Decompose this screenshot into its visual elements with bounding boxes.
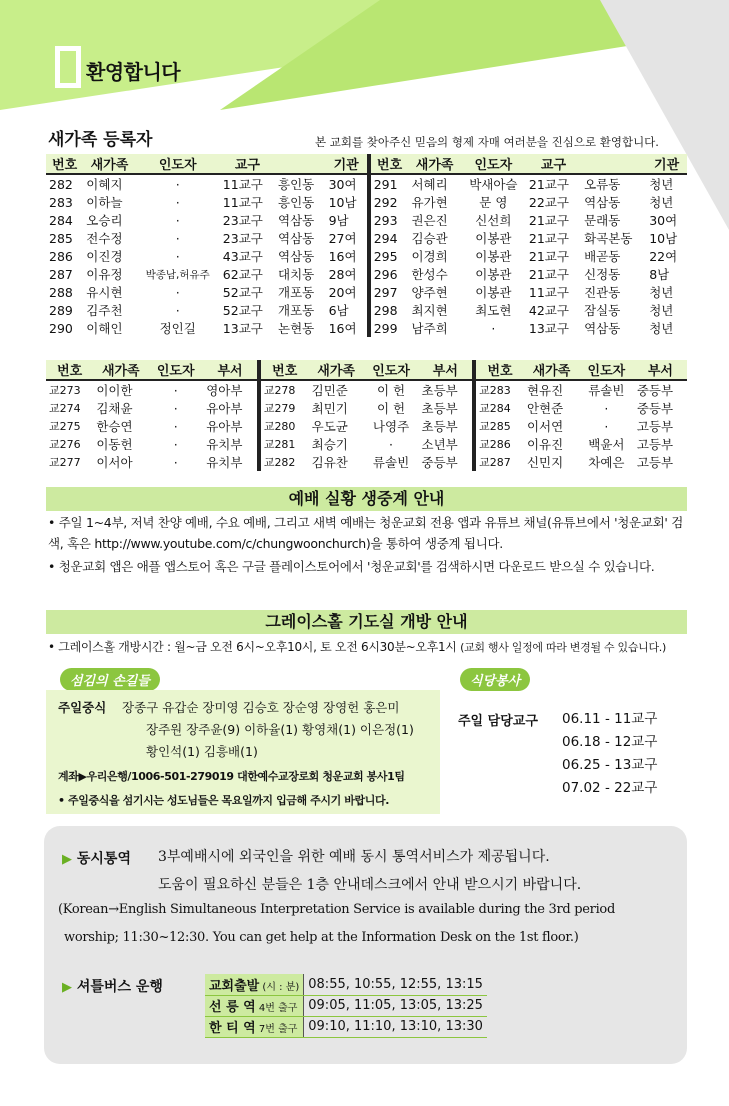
table-cell: 295	[369, 247, 409, 265]
column-header: 새가족	[408, 154, 460, 174]
table-cell: 28여	[328, 267, 357, 282]
table-cell: 30여	[649, 213, 678, 228]
column-header: 인도자	[364, 360, 419, 380]
table-cell: 한승연	[96, 419, 133, 434]
column-header: 번호	[369, 154, 409, 174]
interp-line-2: 도움이 필요하신 분들은 1층 안내데스크에서 안내 받으시기 바랍니다.	[158, 877, 582, 893]
table-cell: 초등부	[421, 401, 458, 416]
table-cell: 서혜리	[411, 177, 448, 192]
table-cell: 299	[369, 319, 409, 337]
column-header: 교구	[526, 154, 581, 174]
newcomers-table	[46, 154, 687, 337]
column-header: 인도자	[136, 154, 220, 174]
table-cell: 교277	[49, 456, 81, 469]
column-header: 번호	[46, 154, 83, 174]
table-cell: 청년	[649, 195, 674, 210]
table-cell: 이해인	[86, 321, 123, 336]
table-cell: 중등부	[421, 455, 458, 470]
table-cell: 27여	[328, 231, 357, 246]
dining-row: 06.18 - 12교구	[562, 734, 658, 750]
table-cell: 62교구	[222, 267, 263, 282]
table-row	[46, 399, 687, 417]
table-cell: 배곧동	[584, 249, 621, 264]
stream-paragraph-2: • 청운교회 앱은 애플 앱스토어 혹은 구글 플레이스토어에서 '청운교회'를 검색하시면 다운로드 받으실 수 있습니다.	[48, 559, 655, 574]
table-cell: 유가현	[411, 195, 448, 210]
table-cell: 291	[369, 174, 409, 193]
table-cell: ·	[491, 320, 496, 336]
table-cell: 8남	[649, 267, 670, 282]
table-cell: 이하늘	[86, 195, 123, 210]
table-cell: 오류동	[584, 177, 621, 192]
page-title: 환영합니다	[86, 60, 181, 84]
table-cell: ·	[389, 436, 394, 452]
table-cell: 교287	[474, 453, 524, 471]
dining-label: 주일 담당교구	[458, 714, 538, 729]
table-cell: 교284	[474, 399, 524, 417]
table-cell: 박종남,허유주	[145, 268, 210, 281]
table-cell: 역삼동	[584, 195, 621, 210]
grace-hours-note: (교회 행사 일정에 따라 변경될 수 있습니다.)	[460, 641, 666, 654]
table-cell: 유시현	[86, 285, 123, 300]
shuttle-times: 09:10, 11:10, 13:10, 13:30	[304, 1016, 487, 1037]
table-cell: 이유정	[86, 267, 123, 282]
table-cell: 이 헌	[376, 401, 406, 416]
newcomers-note: 본 교회를 찾아주신 믿음의 형제 자매 여러분을 진심으로 환영합니다.	[315, 135, 659, 149]
table-cell: 16여	[328, 321, 357, 336]
table-cell: 최도현	[475, 303, 512, 318]
shuttle-place-cell	[205, 995, 304, 1016]
table-cell: 21교구	[528, 231, 569, 246]
interp-line-1: 3부예배시에 외국인을 위한 예배 동시 통역서비스가 제공됩니다.	[158, 849, 550, 865]
shuttle-times: 08:55, 10:55, 12:55, 13:15	[304, 974, 487, 995]
column-header: 부서	[203, 360, 259, 380]
table-cell: ·	[173, 436, 178, 452]
shuttle-place-sub: (시 : 분)	[259, 981, 300, 993]
table-cell: 나영주	[372, 419, 410, 434]
table-cell: 신민지	[526, 455, 564, 470]
table-cell: 30여	[328, 177, 357, 192]
table-cell: 신정동	[584, 267, 621, 282]
table-cell: 교282	[259, 453, 309, 471]
table-cell: 교279	[259, 399, 309, 417]
table-cell: 청년	[649, 177, 674, 192]
column-header: 새가족	[93, 360, 148, 380]
serving-line-2: 장주원 장주윤(9) 이하율(1) 황영채(1) 이은정(1)	[146, 722, 414, 737]
table-cell: 13교구	[222, 321, 263, 336]
table-cell: 우도균	[311, 419, 348, 434]
table-cell: ·	[173, 382, 178, 398]
shuttle-place: 선 릉 역	[209, 1000, 256, 1015]
table-row	[46, 417, 687, 435]
table-cell: 오승리	[86, 213, 123, 228]
table-cell: 교276	[49, 438, 81, 451]
table-cell: 52교구	[222, 303, 263, 318]
table-cell: ·	[175, 248, 180, 264]
serving-line-1: 장종구 유갑순 장미영 김승호 장순영 장영헌 홍은미	[122, 700, 400, 715]
table-cell: 교283	[474, 380, 524, 399]
school-newcomers-table	[46, 360, 687, 471]
table-cell: 권은진	[411, 213, 448, 228]
table-cell: 소년부	[421, 437, 458, 452]
column-header: 부서	[419, 360, 475, 380]
table-cell: 이 헌	[376, 383, 406, 398]
table-cell: 고등부	[636, 419, 674, 434]
table-cell: 10남	[328, 195, 357, 210]
table-cell: 이이한	[96, 383, 133, 398]
table-cell: 화곡본동	[584, 231, 633, 246]
table-cell: ·	[175, 302, 180, 318]
serving-account: 계좌▶우리은행/1006-501-279019 대한예수교장로회 청운교회 봉사1팀	[58, 770, 405, 783]
shuttle-place: 한 티 역	[209, 1021, 256, 1036]
table-cell: 최승기	[311, 437, 348, 452]
column-header: 번호	[474, 360, 524, 380]
column-header: 인도자	[579, 360, 634, 380]
table-cell: 293	[369, 211, 409, 229]
table-row	[46, 301, 687, 319]
table-cell: 한성수	[411, 267, 448, 282]
table-cell: 이서연	[526, 419, 564, 434]
table-row	[46, 319, 687, 337]
table-cell: 298	[369, 301, 409, 319]
table-cell: 282	[49, 176, 73, 192]
table-cell: 유아부	[206, 419, 243, 434]
table-cell: 11교구	[222, 195, 263, 210]
table-cell: 초등부	[421, 383, 458, 398]
table-cell: 고등부	[636, 455, 674, 470]
serving-line-3: 황인석(1) 김흥배(1)	[146, 744, 258, 759]
table-cell: 10남	[649, 231, 678, 246]
table-cell: 42교구	[528, 303, 569, 318]
table-cell: 유아부	[206, 401, 243, 416]
interp-heading	[62, 848, 131, 868]
table-cell: 20여	[328, 285, 357, 300]
column-header: 부서	[634, 360, 687, 380]
table-cell: 교274	[49, 402, 81, 415]
table-cell: 잠실동	[584, 303, 621, 318]
grace-hours-line	[48, 637, 688, 658]
grace-title: 그레이스홀 기도실 개방 안내	[46, 610, 687, 634]
table-cell: 283	[49, 194, 73, 210]
stream-title: 예배 실황 생중계 안내	[46, 487, 687, 511]
table-cell: 문래동	[584, 213, 621, 228]
table-cell: 교280	[259, 417, 309, 435]
table-row	[205, 1016, 487, 1037]
column-header: 새가족	[524, 360, 579, 380]
table-cell: 논현동	[278, 321, 315, 336]
table-cell: 신선희	[475, 213, 512, 228]
table-cell: 이봉관	[475, 231, 512, 246]
table-cell: 진관동	[584, 285, 621, 300]
table-cell: 6남	[328, 303, 349, 318]
table-cell: 22여	[649, 249, 678, 264]
table-cell: 284	[49, 212, 73, 228]
table-row	[46, 453, 687, 471]
table-cell: 초등부	[421, 419, 458, 434]
table-cell: 21교구	[528, 267, 569, 282]
table-cell: 역삼동	[278, 231, 315, 246]
table-row	[46, 265, 687, 283]
table-cell: 287	[49, 266, 73, 282]
table-cell: 정인길	[159, 321, 196, 336]
table-cell: 52교구	[222, 285, 263, 300]
table-cell: 이동헌	[96, 437, 133, 452]
newcomers-title: 새가족 등록자	[48, 130, 153, 150]
column-header: 새가족	[309, 360, 364, 380]
table-cell: 개포동	[278, 285, 315, 300]
shuttle-place-sub: 4번 출구	[255, 1003, 298, 1014]
dining-list	[562, 708, 657, 800]
column-header: 번호	[46, 360, 93, 380]
table-cell: 유치부	[206, 455, 243, 470]
table-cell: 청년	[649, 303, 674, 318]
shuttle-heading	[62, 976, 163, 996]
table-cell: 22교구	[528, 195, 569, 210]
table-cell: 김민준	[311, 383, 348, 398]
table-cell: 교278	[259, 380, 309, 399]
play-arrow-icon: ▶	[62, 980, 72, 995]
shuttle-label: 셔틀버스 운행	[76, 979, 163, 995]
column-header	[275, 154, 326, 174]
dining-row: 06.11 - 11교구	[562, 711, 658, 727]
table-cell: 297	[369, 283, 409, 301]
table-cell: 중등부	[636, 383, 674, 398]
column-header: 인도자	[148, 360, 203, 380]
table-cell: 류솔빈	[372, 455, 410, 470]
table-row	[46, 174, 687, 193]
table-cell: 영아부	[206, 383, 243, 398]
table-row	[46, 435, 687, 453]
interp-en-1: (Korean→English Simultaneous Interpretation Service is available during the 3rd period	[58, 902, 615, 917]
table-cell: 이혜지	[86, 177, 123, 192]
table-cell: 11교구	[222, 177, 263, 192]
table-cell: 김유찬	[311, 455, 348, 470]
table-cell: 21교구	[528, 213, 569, 228]
table-cell: 289	[49, 302, 73, 318]
table-cell: 중등부	[636, 401, 674, 416]
table-row	[205, 995, 487, 1016]
title-marker	[55, 46, 81, 88]
table-cell: 최지현	[411, 303, 448, 318]
table-cell: 11교구	[528, 285, 569, 300]
interp-en-2: worship; 11:30~12:30. You can get help at the Information Desk on the 1st floor.)	[64, 930, 579, 945]
table-row	[46, 229, 687, 247]
dining-row: 07.02 - 22교구	[562, 780, 658, 796]
column-header: 인도자	[461, 154, 526, 174]
table-cell: 교285	[474, 417, 524, 435]
table-cell: 양주현	[411, 285, 448, 300]
column-header: 새가족	[83, 154, 135, 174]
table-row	[205, 974, 487, 995]
table-cell: 역삼동	[278, 249, 315, 264]
table-cell: 청년	[649, 285, 674, 300]
shuttle-place-cell	[205, 1016, 304, 1037]
table-cell: 285	[49, 230, 73, 246]
table-header-row	[46, 154, 687, 174]
table-cell: ·	[173, 418, 178, 434]
shuttle-place-cell	[205, 974, 304, 995]
dining-row: 06.25 - 13교구	[562, 757, 658, 773]
table-cell: 현유진	[526, 383, 564, 398]
table-cell: ·	[604, 418, 609, 434]
table-row	[46, 283, 687, 301]
table-cell: 교286	[474, 435, 524, 453]
table-cell: 흥인동	[278, 195, 315, 210]
table-header-row	[46, 360, 687, 380]
table-cell: 23교구	[222, 213, 263, 228]
table-cell: 고등부	[636, 437, 674, 452]
table-cell: 대치동	[278, 267, 315, 282]
column-header: 번호	[259, 360, 309, 380]
column-header: 기관	[646, 154, 687, 174]
table-cell: 흥인동	[278, 177, 315, 192]
table-row	[46, 380, 687, 399]
table-cell: ·	[604, 400, 609, 416]
table-cell: 문 영	[479, 195, 508, 210]
play-arrow-icon: ▶	[62, 852, 72, 867]
shuttle-times: 09:05, 11:05, 13:05, 13:25	[304, 995, 487, 1016]
table-cell: 박새아슬	[469, 177, 518, 192]
shuttle-table	[205, 974, 487, 1038]
table-cell: 23교구	[222, 231, 263, 246]
interp-label: 동시통역	[76, 851, 131, 867]
table-row	[46, 247, 687, 265]
table-cell: ·	[173, 400, 178, 416]
table-cell: 전수정	[86, 231, 123, 246]
table-cell: ·	[175, 284, 180, 300]
shuttle-place-sub: 7번 출구	[255, 1024, 298, 1035]
table-cell: 김주천	[86, 303, 123, 318]
table-row	[46, 211, 687, 229]
table-cell: 차예은	[588, 455, 625, 470]
table-cell: 이봉관	[475, 285, 512, 300]
table-cell: ·	[175, 194, 180, 210]
table-cell: 백윤서	[588, 437, 625, 452]
table-cell: 292	[369, 193, 409, 211]
table-cell: 역삼동	[278, 213, 315, 228]
serving-badge: 섬김의 손길들	[60, 668, 160, 691]
table-cell: ·	[175, 212, 180, 228]
stream-paragraph-1: • 주일 1~4부, 저녁 찬양 예배, 수요 예배, 그리고 새벽 예배는 청운교회 전용 앱과 유튜브 채널(유튜브에서 '청운교회' 검색, 혹은 http://www.youtube.com/c/chungwoonchurch)을 통하여 생중계 됩니다.	[48, 515, 683, 551]
table-cell: 남주희	[411, 321, 448, 336]
column-header: 교구	[220, 154, 275, 174]
table-cell: 43교구	[222, 249, 263, 264]
table-cell: 교281	[259, 435, 309, 453]
table-cell: 김채윤	[96, 401, 133, 416]
table-cell: 이유진	[526, 437, 564, 452]
column-header: 기관	[326, 154, 369, 174]
table-cell: 21교구	[528, 177, 569, 192]
table-row	[46, 193, 687, 211]
table-cell: 최민기	[311, 401, 348, 416]
table-cell: 16여	[328, 249, 357, 264]
serving-label: 주일중식	[58, 700, 107, 715]
table-cell: ·	[175, 176, 180, 192]
table-cell: 김승관	[411, 231, 448, 246]
column-header	[581, 154, 646, 174]
dining-badge: 식당봉사	[460, 668, 530, 691]
table-cell: 이봉관	[475, 249, 512, 264]
table-cell: 청년	[649, 321, 674, 336]
table-cell: 9남	[328, 213, 349, 228]
table-cell: 안현준	[526, 401, 564, 416]
table-cell: ·	[173, 454, 178, 470]
table-cell: 개포동	[278, 303, 315, 318]
table-cell: 이서아	[96, 455, 133, 470]
table-cell: 13교구	[528, 321, 569, 336]
table-cell: 288	[49, 284, 73, 300]
table-cell: 류솔빈	[588, 383, 625, 398]
table-cell: 이진경	[86, 249, 123, 264]
grace-hours: • 그레이스홀 개방시간 : 월~금 오전 6시~오후10시, 토 오전 6시30분~오후1시	[48, 640, 457, 654]
serving-notice: • 주일중식을 섬기시는 성도님들은 목요일까지 입금해 주시기 바랍니다.	[58, 794, 389, 807]
shuttle-place: 교회출발	[209, 978, 260, 994]
table-cell: 유치부	[206, 437, 243, 452]
table-cell: 교273	[49, 384, 81, 397]
table-cell: 이봉관	[475, 267, 512, 282]
table-cell: 286	[49, 248, 73, 264]
table-cell: 290	[49, 320, 73, 336]
table-cell: 296	[369, 265, 409, 283]
table-cell: 이경희	[411, 249, 448, 264]
table-cell: 294	[369, 229, 409, 247]
table-cell: 21교구	[528, 249, 569, 264]
table-cell: 교275	[49, 420, 81, 433]
table-cell: 역삼동	[584, 321, 621, 336]
table-cell: ·	[175, 230, 180, 246]
